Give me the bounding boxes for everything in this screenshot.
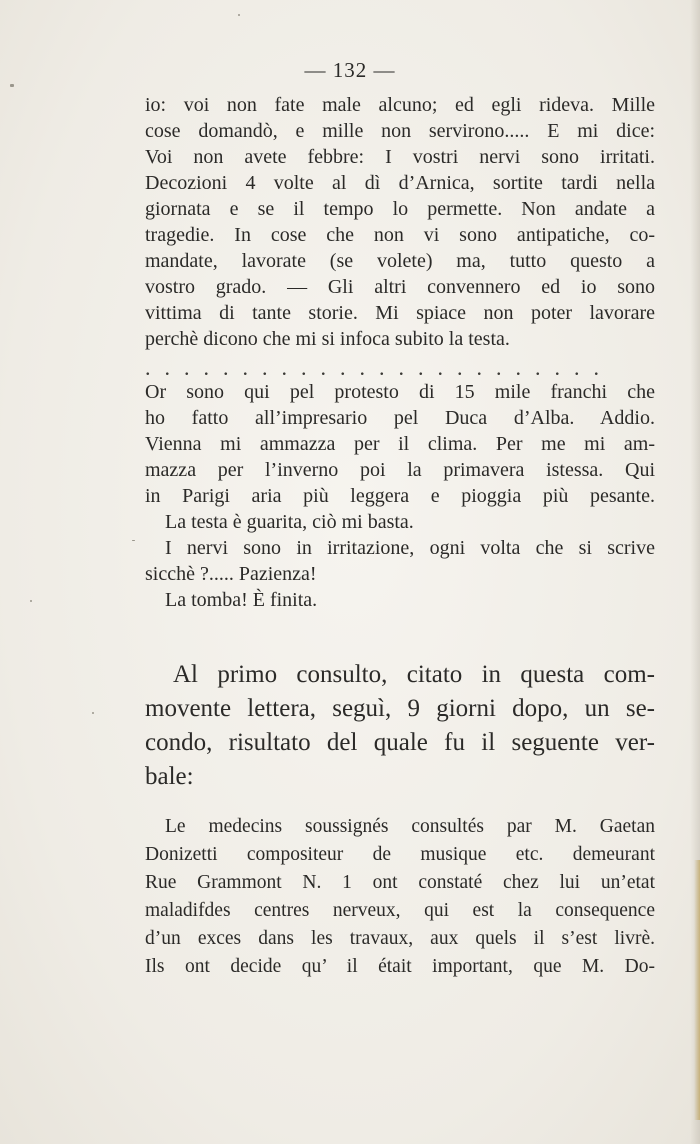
text-line: Voi non avete febbre: I vostri nervi sono irritati.	[145, 146, 655, 168]
ellipsis-separator: ........................	[145, 355, 613, 380]
text-line: Or sono qui pel protesto di 15 mile franchi che	[145, 381, 655, 403]
text-line: mandate, lavorate (se volete) ma, tutto questo a	[145, 250, 655, 272]
text-line: Donizetti compositeur de musique etc. demeurant	[145, 844, 655, 865]
text-line: I nervi sono in irritazione, ogni volta che si scrive	[165, 537, 655, 559]
text-line: Vienna mi ammazza per il clima. Per me mi am-	[145, 433, 655, 455]
text-line: Decozioni 4 volte al dì d’Arnica, sortite tardi nella	[145, 172, 655, 194]
page-edge-stain	[694, 860, 700, 1120]
text-line: giornata e se il tempo lo permette. Non andate a	[145, 198, 655, 220]
text-line: Rue Grammont N. 1 ont constaté chez lui un’etat	[145, 872, 655, 893]
text-line: La tomba! È finita.	[165, 589, 318, 611]
paper-speck	[132, 540, 135, 541]
text-line: maladifdes centres nerveux, qui est la consequence	[145, 900, 655, 921]
text-line: condo, risultato del quale fu il seguente ver-	[145, 729, 655, 756]
text-line: La testa è guarita, ciò mi basta.	[165, 511, 414, 533]
paper-speck	[92, 712, 94, 714]
text-line: Al primo consulto, citato in questa com-	[173, 661, 655, 688]
paper-speck	[10, 84, 14, 87]
text-line: cose domandò, e mille non servirono..... E mi dice:	[145, 120, 655, 142]
page-number: — 132 —	[304, 58, 396, 82]
text-line: sicchè ?..... Pazienza!	[145, 563, 317, 585]
text-line: d’un exces dans les travaux, aux quels il s’est livrè.	[145, 928, 655, 949]
text-line: bale:	[145, 763, 194, 790]
medical-report	[145, 813, 655, 981]
text-line: vostro grado. — Gli altri convennero ed io sono	[145, 276, 655, 298]
text-line: perchè dicono che mi si infoca subito la testa.	[145, 328, 510, 350]
letter-text-part-1	[145, 92, 655, 352]
text-line: Le medecins soussignés consultés par M. Gaetan	[165, 816, 655, 837]
text-line: Ils ont decide qu’ il était important, que M. Do-	[145, 956, 655, 977]
text-line: vittima di tante storie. Mi spiace non poter lavorare	[145, 302, 655, 324]
paper-speck	[30, 600, 32, 602]
letter-text-part-2	[145, 379, 655, 613]
paper-speck	[238, 14, 240, 16]
text-line: mazza per l’inverno poi la primavera istessa. Qui	[145, 459, 655, 481]
text-line: io: voi non fate male alcuno; ed egli rideva. Mille	[145, 94, 655, 116]
text-line: ho fatto all’impresario pel Duca d’Alba. Addio.	[145, 407, 655, 429]
narrative-paragraph	[145, 658, 655, 794]
text-line: tragedie. In cose che non vi sono antipatiche, co-	[145, 224, 655, 246]
text-line: in Parigi aria più leggera e pioggia più pesante.	[145, 485, 655, 507]
text-line: movente lettera, seguì, 9 giorni dopo, un se-	[145, 695, 655, 722]
